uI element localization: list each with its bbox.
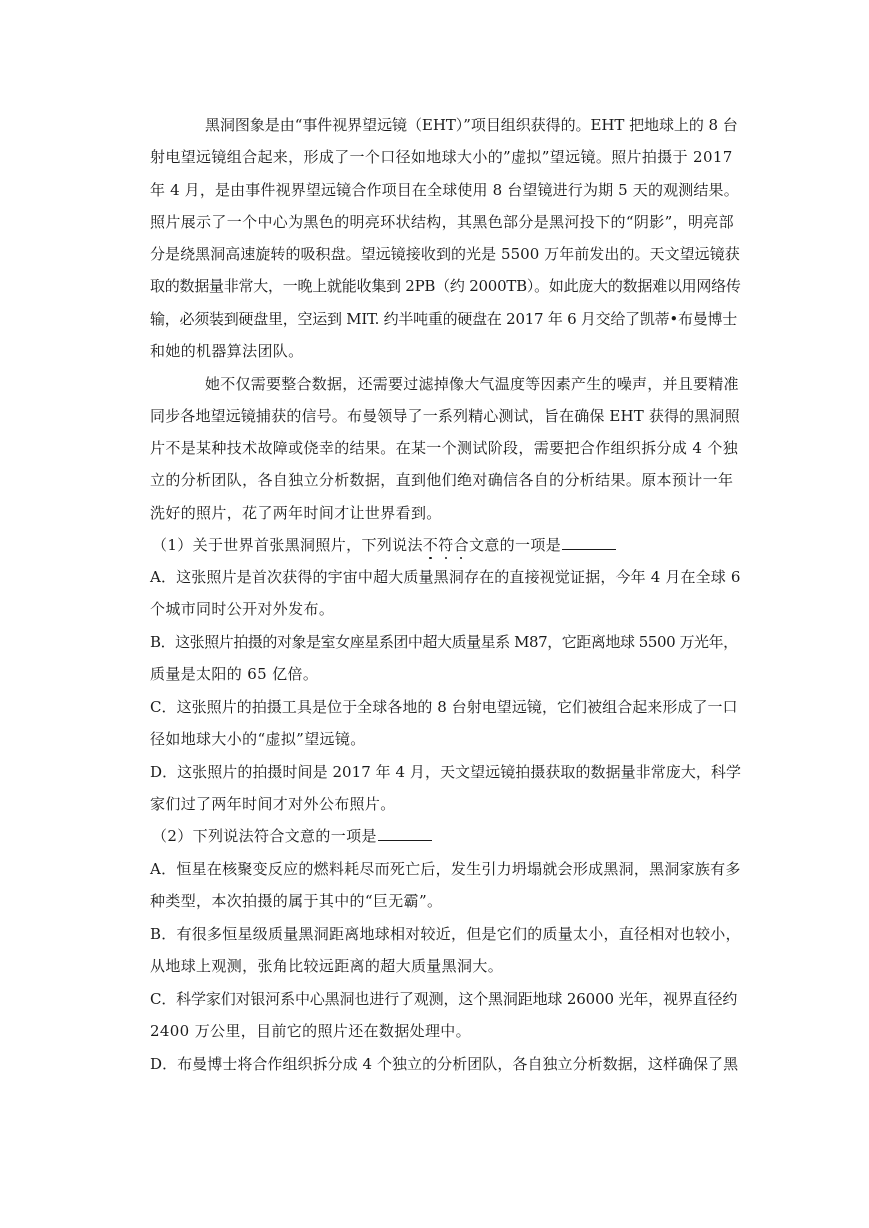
passage-p2-line: 洗好的照片，花了两年时间才让世界看到。: [150, 504, 442, 522]
q2-option-c-line: 2400 万公里，目前它的照片还在数据处理中。: [150, 1022, 471, 1040]
emphasized-char: 符: [438, 536, 454, 554]
q1-option-a-line: 个城市同时公开对外发布。: [150, 600, 335, 618]
q1-option-d-line: D．这张照片的拍摄时间是 2017 年 4 月，天文望远镜拍摄获取的数据量非常庞大，科学: [150, 763, 742, 781]
q2-option-a-line: A．恒星在核聚变反应的燃料耗尽而死亡后，发生引力坍塌就会形成黑洞，黑洞家族有多: [150, 860, 741, 878]
answer-blank: [562, 535, 616, 550]
passage-p1-line: 照片展示了一个中心为黑色的明亮环状结构，其黑色部分是黑河投下的“阴影”，明亮部: [150, 213, 734, 231]
passage-p2-line: 同步各地望远镜捕获的信号。布曼领导了一系列精心测试，旨在确保 EHT 获得的黑洞照: [150, 407, 740, 425]
q1-option-c-line: 径如地球大小的“虚拟”望远镜。: [150, 730, 366, 748]
passage-p2-line: 立的分析团队，各自独立分析数据，直到他们绝对确信各自的分析结果。原本预计一年: [150, 471, 734, 489]
emphasized-char: 不: [422, 536, 439, 554]
passage-p2-line: 她不仅需要整合数据，还需要过滤掉像大气温度等因素产生的噪声，并且要精准: [205, 375, 739, 393]
q2-option-a-line: 种类型，本次拍摄的属于其中的“巨无霸”。: [150, 892, 443, 910]
answer-blank: [378, 826, 432, 841]
passage-p1-line: 黑洞图象是由“事件视界望远镜（EHT）”项目组织获得的。EHT 把地球上的 8 台: [205, 116, 738, 134]
q2-option-c-line: C．科学家们对银河系中心黑洞也进行了观测，这个黑洞距地球 26000 光年，视界直径约: [150, 990, 738, 1008]
passage-p1-line: 输，必须装到硬盘里，空运到 MIT. 约半吨重的硬盘在 2017 年 6 月交给了凯蒂•布曼博士: [150, 310, 738, 328]
passage-p1-line: 和她的机器算法团队。: [150, 342, 304, 360]
q1-option-d-line: 家们过了两年时间才对外公布照片。: [150, 795, 396, 813]
passage-p1-line: 分是绕黑洞高速旋转的吸积盘。望远镜接收到的光是 5500 万年前发出的。天文望远镜获: [150, 245, 740, 263]
passage-p1-line: 射电望远镜组合起来，形成了一个口径如地球大小的”虚拟”望远镜。照片拍摄于 2017: [150, 148, 733, 166]
emphasized-char: 合: [453, 536, 469, 554]
q1-option-a-line: A．这张照片是首次获得的宇宙中超大质量黑洞存在的直接视觉证据，今年 4 月在全球 6: [150, 568, 741, 586]
q1-option-c-line: C．这张照片的拍摄工具是位于全球各地的 8 台射电望远镜，它们被组合起来形成了一口: [150, 698, 738, 716]
emphasis-dots: [423, 536, 469, 554]
question-1-stem-after: 文意的一项是: [468, 536, 562, 554]
question-2-stem-text: （2）下列说法符合文意的一项是: [152, 827, 377, 845]
question-1-stem: [152, 535, 742, 555]
question-1-stem-before: （1）关于世界首张黑洞照片，下列说法: [152, 536, 423, 554]
q1-option-b-line: B．这张照片拍摄的对象是室女座星系团中超大质量星系 M87，它距离地球 5500 万光年，: [150, 633, 738, 651]
passage-p2-line: 片不是某种技术故障或侥幸的结果。在某一个测试阶段，需要把合作组织拆分成 4 个独: [150, 439, 739, 457]
q2-option-b-line: B．有很多恒星级质量黑洞距离地球相对较近，但是它们的质量太小，直径相对也较小，: [150, 925, 741, 943]
passage-p1-line: 取的数据量非常大，一晚上就能收集到 2PB（约 2000TB）。如此庞大的数据难以用网络传: [150, 277, 741, 295]
q2-option-b-line: 从地球上观测，张角比较远距离的超大质量黑洞大。: [150, 957, 504, 975]
passage-p1-line: 年 4 月，是由事件视界望远镜合作项目在全球使用 8 台望镜进行为期 5 天的观测结果。: [150, 181, 739, 199]
question-2-stem: [152, 826, 742, 846]
q1-option-b-line: 质量是太阳的 65 亿倍。: [150, 665, 319, 683]
q2-option-d-line: D．布曼博士将合作组织拆分成 4 个独立的分析团队，各自独立分析数据，这样确保了黑: [150, 1055, 739, 1073]
